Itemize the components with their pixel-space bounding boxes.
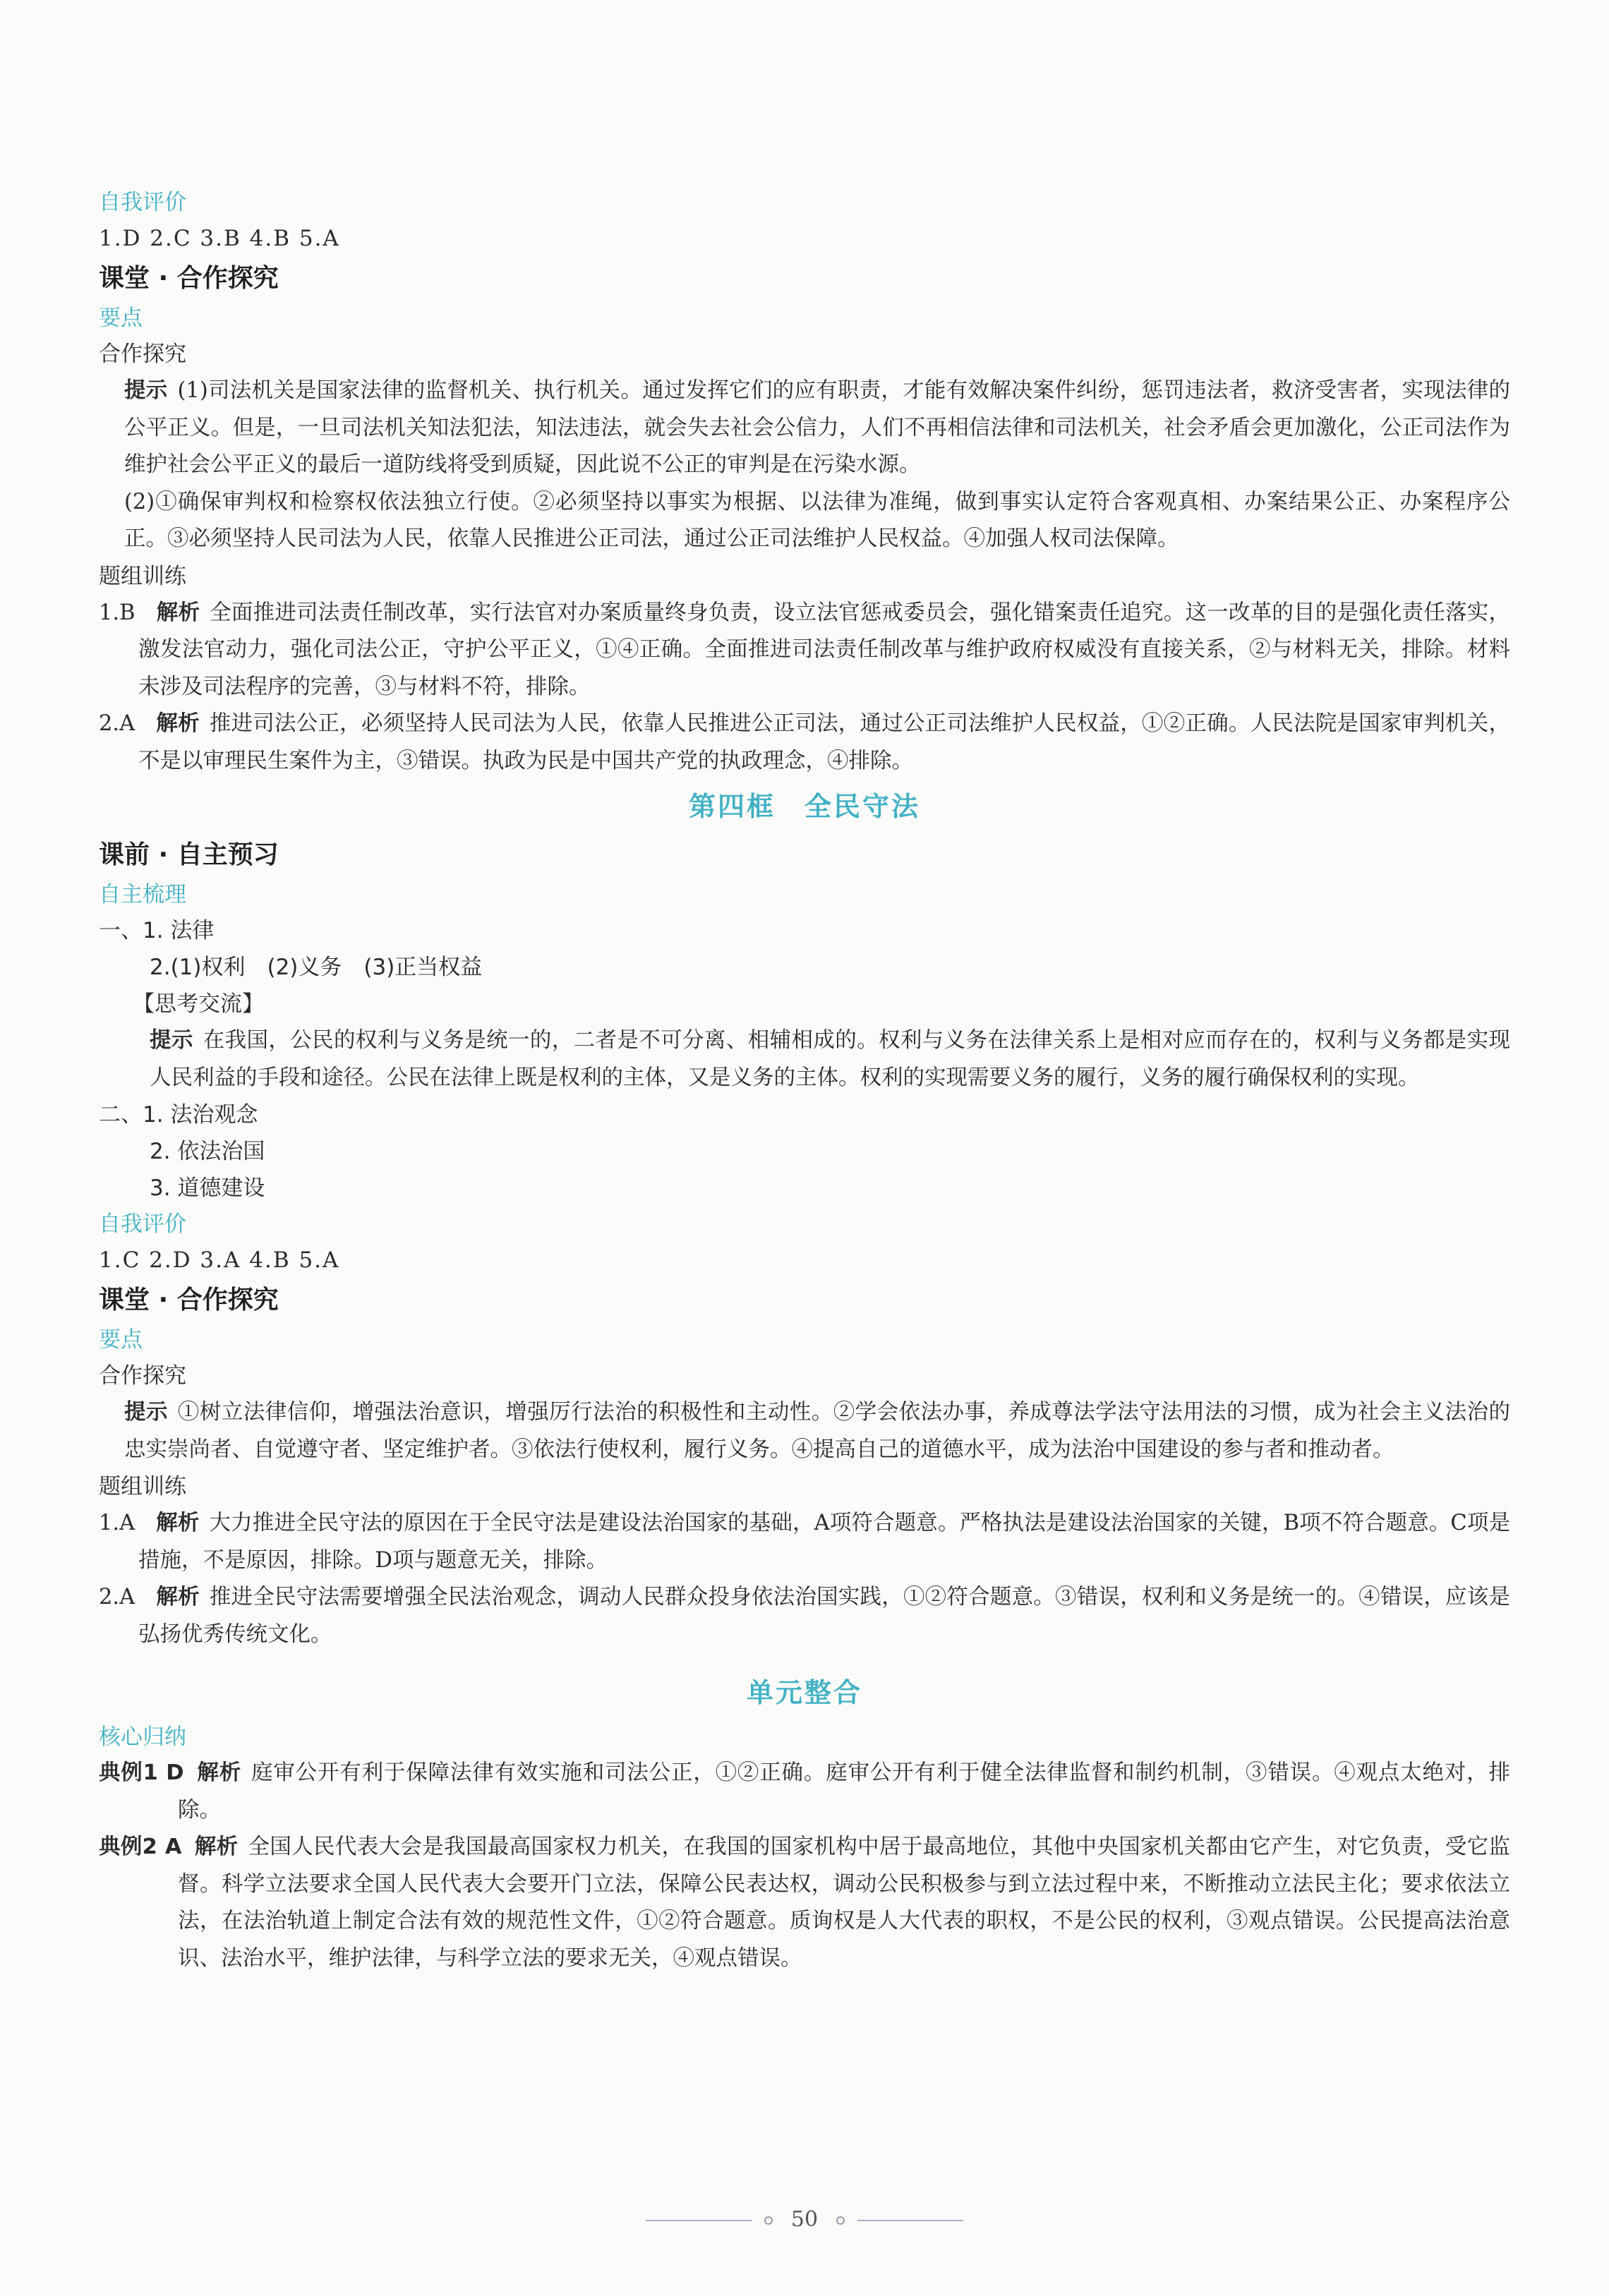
label-tizu: 题组训练 <box>99 1474 186 1499</box>
jiexi-keyword: 解析 <box>194 1835 239 1859</box>
answer-line: 1.D 2.C 3.B 4.B 5.A <box>99 226 340 251</box>
tishi-paragraph-2: (2)①确保审判权和检察权依法独立行使。②必须坚持以事实为根据、以法律为准绳，做到事实认定符合客观真相、办案结果公正、办案程序公正。③必须坚持人民司法为人民，依靠人民推进公正司法，通过公正司法维护人民权益。④加强人权司法保障。 <box>124 489 1510 551</box>
list-line: 3. 道德建设 <box>150 1176 265 1201</box>
section-label-yaodian: 要点 <box>99 306 143 331</box>
tishi-text: 在我国，公民的权利与义务是统一的，二者是不可分离、相辅相成的。权利与义务在法律关系上是相对应而存在的，权利与义务都是实现人民利益的手段和途径。公民在法律上既是权利的主体，又是义务的主体。权利的实现需要义务的履行，义务的履行确保权利的实现。 <box>150 1028 1511 1090</box>
heading-kqian: 课前 · 自主预习 <box>99 840 279 869</box>
section-label-yaodian: 要点 <box>99 1327 143 1353</box>
question-item <box>99 706 1510 780</box>
question-explanation: 推进司法公正，必须坚持人民司法为人民，依靠人民推进公正司法，通过公正司法维护人民权益，①②正确。人民法院是国家审判机关，不是以审理民生案件为主，③错误。执政为民是中国共产党的执政理念，④排除。 <box>138 711 1510 773</box>
page-number: 50 <box>790 2207 819 2232</box>
footer-dot-icon <box>836 2216 845 2225</box>
jiexi-keyword: 解析 <box>156 1585 200 1609</box>
tishi-keyword: 提示 <box>150 1028 193 1053</box>
section-label-zizhu: 自主梳理 <box>99 882 186 907</box>
list-line: 一、1. 法律 <box>99 918 215 943</box>
example-item <box>99 1755 1510 1829</box>
section-label-ziwo: 自我评价 <box>99 1212 186 1237</box>
label-tizu: 题组训练 <box>99 563 186 589</box>
question-item <box>99 1579 1510 1653</box>
tishi-text: ①树立法律信仰，增强法治意识，增强厉行法治的积极性和主动性。②学会依法办事，养成尊法学法守法用法的习惯，成为社会主义法治的忠实崇尚者、自觉遵守者、坚定维护者。③依法行使权利，履行义务。④提高自己的道德水平，成为法治中国建设的参与者和推动者。 <box>124 1400 1510 1462</box>
answer-line: 1.C 2.D 3.A 4.B 5.A <box>99 1247 340 1273</box>
example-number: 典例2 A <box>99 1835 182 1859</box>
question-number: 2.A <box>99 711 135 736</box>
jiexi-keyword: 解析 <box>156 1511 200 1535</box>
tishi-paragraph <box>99 1022 1510 1096</box>
footer-rule-left <box>646 2220 752 2221</box>
list-line: 2. 依法治国 <box>150 1139 265 1164</box>
footer-dot-icon <box>764 2216 773 2225</box>
question-explanation: 推进全民守法需要增强全民法治观念，调动人民群众投身依法治国实践，①②符合题意。③错误，权利和义务是统一的。④错误，应该是弘扬优秀传统文化。 <box>138 1585 1510 1647</box>
jiexi-keyword: 解析 <box>156 711 200 736</box>
page-footer <box>0 2207 1609 2232</box>
heading-ketang: 课堂 · 合作探究 <box>99 1286 279 1315</box>
question-explanation: 大力推进全民守法的原因在于全民守法是建设法治国家的基础，A项符合题意。严格执法是建设法治国家的关键，B项不符合题意。C项是措施，不是原因，排除。D项与题意无关，排除。 <box>138 1511 1510 1573</box>
footer-rule-right <box>857 2220 963 2221</box>
label-hezuo: 合作探究 <box>99 342 186 367</box>
tishi-paragraph <box>99 373 1510 484</box>
question-explanation: 全面推进司法责任制改革，实行法官对办案质量终身负责，设立法官惩戒委员会，强化错案责任追究。这一改革的目的是强化责任落实，激发法官动力，强化司法公正，守护公平正义，①④正确。全面推进司法责任制改革与维护政府权威没有直接关系，②与材料无关，排除。材料未涉及司法程序的完善，③与材料不符，排除。 <box>138 600 1511 699</box>
heading-ketang: 课堂 · 合作探究 <box>99 264 279 293</box>
sikao-label: 【思考交流】 <box>133 991 264 1017</box>
section-title-unit: 单元整合 <box>746 1677 862 1708</box>
section-label-ziwo: 自我评价 <box>99 190 186 215</box>
tishi-keyword: 提示 <box>124 378 168 403</box>
list-line: 2.(1)权利 (2)义务 (3)正当权益 <box>150 955 483 980</box>
question-number: 1.A <box>99 1511 135 1535</box>
example-item <box>99 1829 1510 1977</box>
section-title-4: 第四框 全民守法 <box>688 791 920 822</box>
tishi-paragraph <box>99 1394 1510 1468</box>
list-line: 二、1. 法治观念 <box>99 1102 258 1128</box>
jiexi-keyword: 解析 <box>196 1760 242 1785</box>
section-label-hexin: 核心归纳 <box>99 1724 186 1750</box>
question-number: 2.A <box>99 1585 135 1609</box>
question-item <box>99 1505 1510 1579</box>
jiexi-keyword: 解析 <box>156 600 200 625</box>
question-item <box>99 595 1510 706</box>
example-explanation: 庭审公开有利于保障法律有效实施和司法公正，①②正确。庭审公开有利于健全法律监督和制约机制，③错误。④观点太绝对，排除。 <box>178 1760 1510 1823</box>
tishi-keyword: 提示 <box>124 1400 168 1425</box>
example-explanation: 全国人民代表大会是我国最高国家权力机关，在我国的国家机构中居于最高地位，其他中央国家机关都由它产生，对它负责，受它监督。科学立法要求全国人民代表大会要开门立法，保障公民表达权，调动公民积极参与到立法过程中来，不断推动立法民主化；要求依法立法，在法治轨道上制定合法有效的规范性文件，①②符合题意。质询权是人大代表的职权，不是公民的权利，③观点错误。公民提高法治意识、法治水平，维护法律，与科学立法的要求无关，④观点错误。 <box>178 1835 1511 1971</box>
question-number: 1.B <box>99 600 135 625</box>
tishi-text: (1)司法机关是国家法律的监督机关、执行机关。通过发挥它们的应有职责，才能有效解决案件纠纷，惩罚违法者，救济受害者，实现法律的公平正义。但是，一旦司法机关知法犯法，知法违法，就会失去社会公信力，人们不再相信法律和司法机关，社会矛盾会更加激化，公正司法作为维护社会公平正义的最后一道防线将受到质疑，因此说不公正的审判是在污染水源。 <box>124 378 1511 477</box>
example-number: 典例1 D <box>99 1760 184 1785</box>
label-hezuo: 合作探究 <box>99 1363 186 1389</box>
